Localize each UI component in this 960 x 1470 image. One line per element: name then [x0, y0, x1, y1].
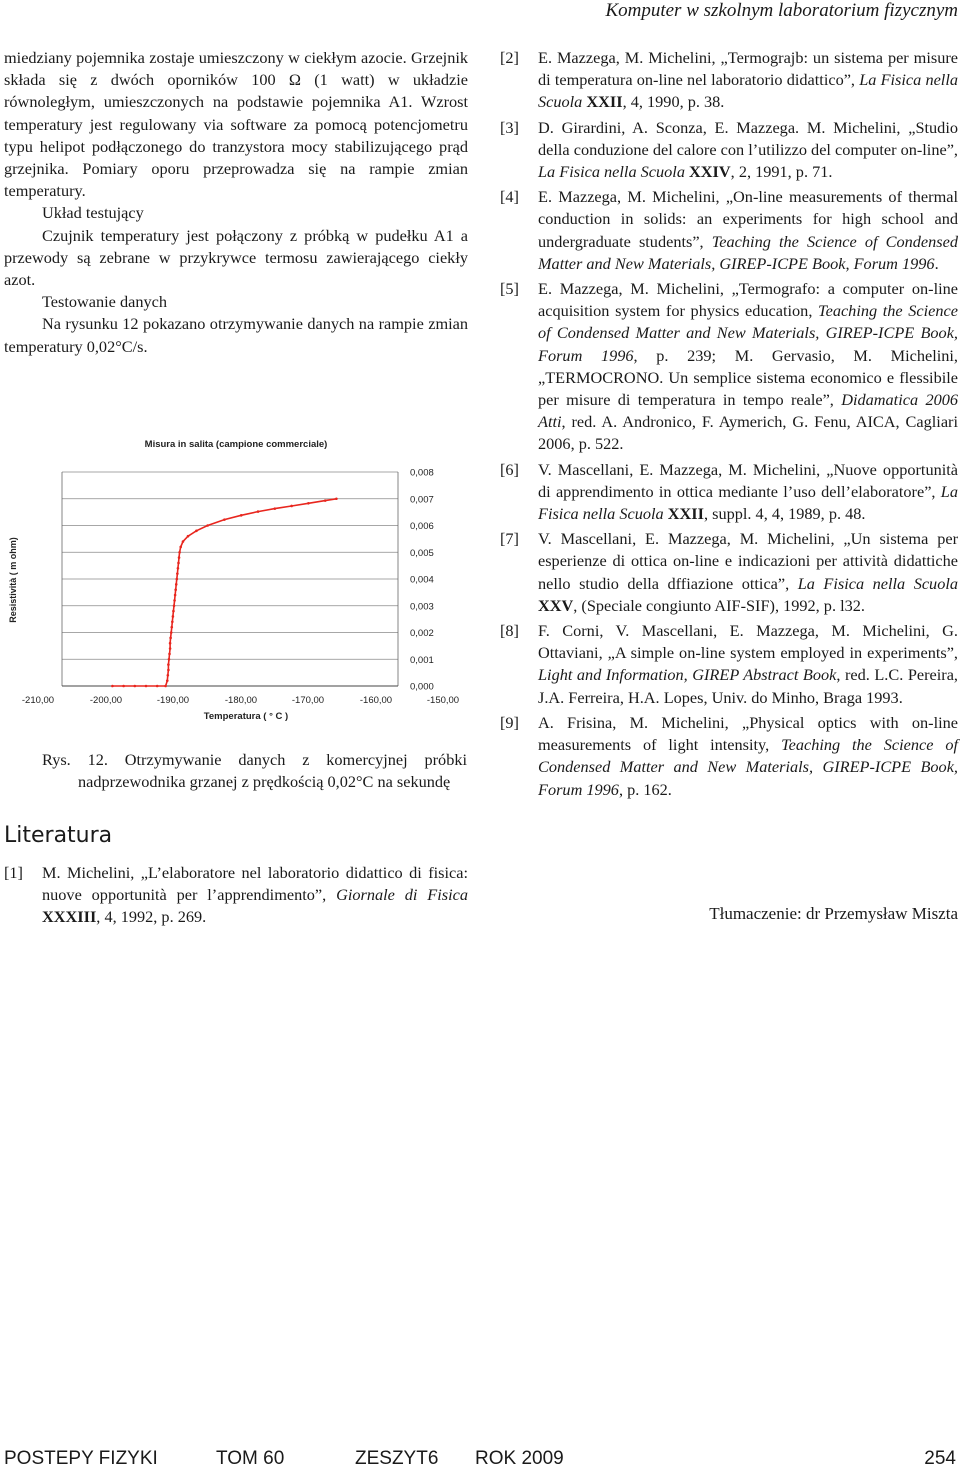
reference-item: [4, 862, 468, 929]
data-point: [111, 685, 114, 688]
data-point: [335, 497, 338, 500]
data-point: [176, 578, 179, 581]
data-point: [173, 599, 176, 602]
y-tick-label: 0,005: [410, 547, 434, 559]
reference-number: [9]: [500, 712, 519, 732]
data-point: [169, 647, 172, 650]
data-point: [223, 518, 226, 521]
reference-source: La Fisica nella Scuola: [538, 481, 958, 524]
left-column: [4, 47, 468, 358]
x-tick-label: -190,00: [156, 695, 190, 706]
data-point: [177, 562, 180, 565]
reference-source: Giornale di Fisica: [336, 885, 468, 905]
data-point: [169, 642, 172, 645]
data-point: [122, 685, 125, 688]
y-tick-label: 0,003: [410, 601, 434, 613]
data-point: [167, 674, 170, 677]
data-point: [171, 621, 174, 624]
reference-source: La Fisica nella Scuola: [538, 70, 958, 112]
subheading-data-testing: Testowanie danych: [42, 292, 167, 312]
references-list-right: [500, 47, 958, 804]
reference-source: La Fisica nella Scuola: [797, 573, 959, 593]
x-tick-label: -160,00: [359, 695, 393, 706]
reference-volume: XXV: [538, 595, 574, 615]
data-point: [172, 615, 175, 618]
reference-item: [500, 528, 958, 617]
data-point: [174, 588, 177, 591]
data-point: [174, 594, 177, 597]
data-point: [166, 679, 169, 682]
reference-volume: XXII: [586, 92, 623, 112]
body-paragraph-2: Czujnik temperatury jest połączony z próbką w pudełku A1 a przewody są zebrane w przykrywce termosu zawierającego ciekły azot.: [4, 225, 468, 290]
data-point: [164, 685, 167, 688]
figure-12-chart: [0, 430, 470, 730]
footer-page-number: 254: [924, 1448, 956, 1469]
data-point: [206, 524, 209, 527]
reference-number: [6]: [500, 459, 519, 479]
data-point: [178, 551, 181, 554]
translator-credit: Tłumaczenie: dr Przemysław Miszta: [709, 904, 958, 923]
data-point: [179, 546, 182, 549]
reference-details: , red. L.C. Pereira, J.A. Ferreira, H.A. Lopes, Univ. do Minho, Braga 1993.: [538, 665, 958, 707]
data-point: [169, 637, 172, 640]
y-tick-label: 0,000: [410, 681, 434, 693]
x-tick-label: -210,00: [21, 695, 55, 706]
reference-item: [500, 278, 958, 456]
data-point: [195, 530, 198, 533]
reference-volume: XXXIII: [42, 907, 97, 927]
chart-svg: [0, 430, 470, 730]
body-paragraph-1: miedziany pojemnika zostaje umieszczony w ciekłym azocie. Grzejnik składa się z dwóch oporników 100 Ω (1 watt) w układzie równoległym, umieszczonych na podstawie pojemnika A1. Wzrost temperatury jest regulowany via software za pomocą potencjometru typu helipot podłączonego do tranzystora mocy stabilizującego prąd grzejnika. Pomiary oporu przeprowadza się na rampie zmian temperatury.: [4, 48, 468, 201]
reference-number: [2]: [500, 48, 519, 67]
data-point: [240, 514, 243, 517]
data-point: [324, 499, 327, 502]
data-point: [167, 669, 170, 672]
reference-source: Teaching the Science of Condensed Matter and New Materials, GIREP-ICPE Book, Forum 1996: [538, 231, 958, 273]
y-tick-label: 0,002: [410, 628, 434, 639]
reference-number: [5]: [500, 279, 519, 299]
references-heading: Literatura: [4, 823, 113, 848]
reference-volume: XXII: [667, 504, 704, 524]
reference-details: , p. 162.: [618, 779, 672, 799]
reference-item: [500, 47, 958, 114]
footer-journal: POSTEPY FIZYKI: [4, 1448, 158, 1469]
footer-volume: TOM 60: [216, 1448, 285, 1469]
subheading-test-setup: Układ testujący: [42, 203, 144, 223]
data-point: [168, 658, 171, 661]
reference-authors: E. Mazzega, M. Michelini, „Termograjb: un sistema per misure di temperatura on-line nel laboratorio didattico”,: [538, 48, 958, 90]
chart-title: Misura in salita (campione commerciale): [144, 439, 328, 450]
data-series-line: [112, 499, 336, 686]
reference-authors: A. Frisina, M. Michelini, „Physical optics with on-line measurements of light intensity,: [538, 712, 958, 755]
x-tick-label: -200,00: [89, 695, 123, 706]
reference-details: , 2, 1991, p. 71.: [730, 162, 833, 182]
reference-item: [500, 117, 958, 184]
data-point: [145, 685, 148, 688]
reference-authors: M. Michelini, „L’elaboratore nel laboratorio didattico di fisica: nuove opportunità per l’apprendimento”,: [42, 863, 468, 905]
y-axis-label: Resistività ( m ohm): [8, 537, 18, 623]
data-point: [257, 510, 260, 513]
x-axis-label: Temperatura ( ° C ): [203, 711, 289, 722]
x-tick-label: -180,00: [224, 695, 258, 706]
reference-number: [3]: [500, 117, 519, 137]
data-point: [182, 540, 185, 543]
data-point: [156, 685, 159, 688]
data-point: [173, 604, 176, 607]
footer-issue: ZESZYT6: [355, 1448, 439, 1469]
data-point: [178, 556, 181, 559]
reference-item: [500, 620, 958, 709]
reference-source: Teaching the Science of Condensed Matter and New Materials, GIREP-ICPE Book, Forum 1996: [538, 735, 958, 799]
reference-details: , p. 239; M. Gervasio, M. Michelini, „TERMOCRONO. Un semplice sistema economico e flessibile per misure di temperatura in tempo reale”,: [538, 345, 959, 410]
reference-item: [500, 186, 958, 275]
reference-authors: D. Girardini, A. Sconza, E. Mazzega. M. Michelini, „Studio della conduzione del calore con l’utilizzo del computer on-line”,: [538, 117, 958, 159]
data-point: [175, 583, 178, 586]
data-point: [167, 663, 170, 666]
reference-details-2: , red. A. Andronico, F. Aymerich, G. Fenu, AICA, Cagliari 2006, p. 522.: [538, 412, 958, 454]
reference-authors: V. Mascellani, E. Mazzega, M. Michelini, „Nuove opportunità di apprendimento in ottica mediante l’uso dell’elaboratore”,: [538, 459, 958, 501]
data-point: [176, 572, 179, 575]
footer-year: ROK 2009: [475, 1448, 564, 1469]
y-tick-label: 0,006: [410, 521, 434, 532]
data-point: [170, 626, 173, 629]
reference-details: .: [934, 253, 939, 273]
reference-item: [500, 459, 958, 526]
reference-number: [7]: [500, 529, 519, 549]
data-point: [187, 535, 190, 538]
data-point: [274, 507, 277, 510]
reference-source: Light and Information, GIREP Abstract Book: [538, 665, 837, 685]
data-point: [307, 502, 310, 505]
reference-number: [4]: [500, 187, 519, 207]
data-point: [172, 610, 175, 613]
running-title: Komputer w szkolnym laboratorium fizycznym: [605, 0, 958, 21]
reference-source: La Fisica nella Scuola: [538, 162, 685, 182]
figure-caption: Rys. 12. Otrzymywanie danych z komercyjnej próbki nadprzewodnika grzanej z prędkością 0,02°C na sekundę: [42, 750, 467, 792]
reference-authors: E. Mazzega, M. Michelini, „On-line measurements of thermal conduction in solids: an experiments for high school and undergraduate students”,: [538, 187, 958, 251]
reference-source: Teaching the Science of Condensed Matter and New Materials, GIREP-ICPE Book, Forum 1996: [538, 301, 958, 365]
y-tick-label: 0,004: [410, 574, 434, 586]
reference-source-2: Didamatica 2006 Atti: [538, 390, 959, 432]
y-tick-label: 0,008: [410, 467, 434, 479]
reference-authors: V. Mascellani, E. Mazzega, M. Michelini, „Un sistema per esperienze di ottica on-line e indicazioni per attività didattiche nello studio della dffiazione ottica”,: [538, 529, 958, 593]
x-tick-label: -150,00: [426, 695, 460, 706]
reference-details: , 4, 1990, p. 38.: [622, 92, 725, 112]
y-tick-label: 0,001: [410, 654, 434, 666]
reference-authors: F. Corni, V. Mascellani, E. Mazzega, M. Michelini, G. Ottaviani, „A simple on-line system employed in experiments”,: [538, 621, 958, 663]
reference-volume: XXIV: [689, 162, 731, 182]
reference-details: , (Speciale congiunto AIF-SIF), 1992, p. l32.: [573, 595, 865, 615]
data-point: [177, 567, 180, 570]
body-paragraph-3: Na rysunku 12 pokazano otrzymywanie danych na rampie zmian temperatury 0,02°C/s.: [4, 314, 468, 356]
y-tick-label: 0,007: [410, 494, 434, 506]
reference-details: , 4, 1992, p. 269.: [96, 907, 207, 927]
data-point: [134, 685, 137, 688]
reference-details: , suppl. 4, 4, 1989, p. 48.: [703, 504, 866, 524]
x-tick-label: -170,00: [291, 695, 325, 706]
reference-item: [500, 712, 958, 801]
reference-number: [1]: [4, 863, 23, 882]
references-list-left: [4, 862, 468, 932]
reference-number: [8]: [500, 621, 519, 641]
data-point: [168, 653, 171, 656]
data-point: [170, 631, 173, 634]
data-point: [290, 505, 293, 508]
reference-authors: E. Mazzega, M. Michelini, „Termografo: a computer on-line acquisition system for physics education,: [538, 279, 958, 321]
